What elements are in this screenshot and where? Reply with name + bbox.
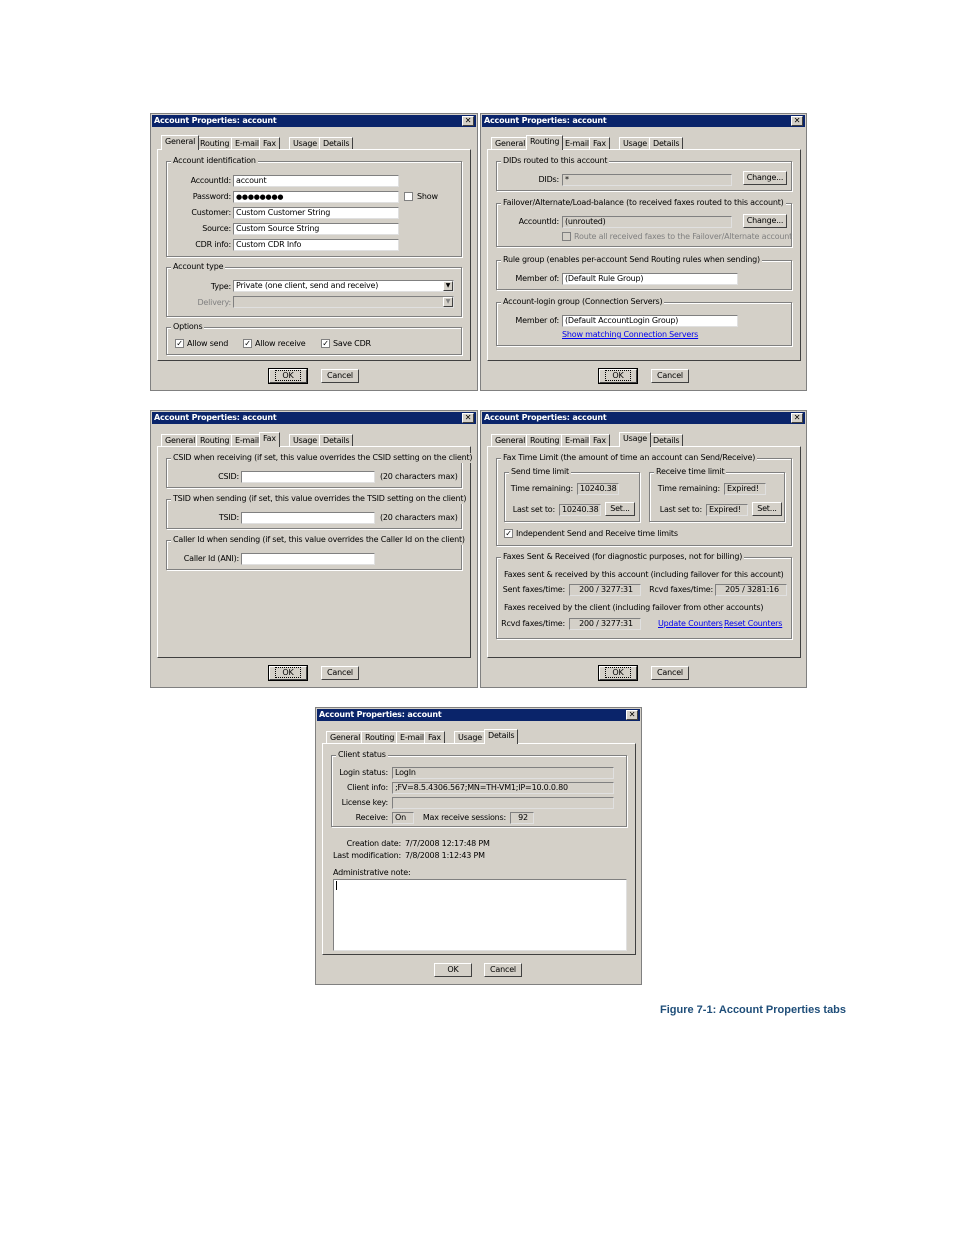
tab-usage[interactable]: Usage	[289, 434, 321, 447]
failover-accountid-label: AccountId:	[518, 217, 559, 226]
tab-general[interactable]: General	[326, 731, 364, 744]
creation-date-label: Creation date:	[346, 839, 401, 848]
license-key-label: License key:	[341, 798, 388, 807]
tab-panel	[157, 149, 471, 361]
rule-member-input[interactable]: (Default Rule Group)	[562, 273, 738, 285]
dialog-title: Account Properties: account	[154, 413, 277, 422]
title-bar	[482, 115, 805, 127]
group-label: Send time limit	[511, 467, 569, 476]
tab-fax[interactable]: Fax	[259, 137, 280, 150]
type-label: Type:	[210, 282, 231, 291]
allow-send-label: Allow send	[187, 339, 229, 348]
cancel-button[interactable]: Cancel	[651, 369, 689, 383]
tab-general[interactable]: General	[161, 135, 199, 150]
group-label: Failover/Alternate/Load-balance (to received faxes routed to this account)	[503, 198, 784, 207]
tab-panel	[157, 446, 471, 658]
tab-general[interactable]: General	[161, 434, 199, 447]
csid-label: CSID:	[218, 472, 239, 481]
dialog-title: Account Properties: account	[484, 413, 607, 422]
figure-caption: Figure 7-1: Account Properties tabs	[660, 1004, 847, 1016]
show-password-checkbox[interactable]	[404, 192, 413, 201]
cancel-button[interactable]: Cancel	[321, 369, 359, 383]
allow-send-checkbox[interactable]: ✓	[176, 339, 183, 348]
tab-details[interactable]: Details	[484, 729, 518, 744]
csid-input[interactable]	[241, 471, 375, 483]
tsid-hint: (20 characters max)	[380, 513, 458, 522]
dids-label: DIDs:	[538, 175, 559, 184]
group-csid	[166, 453, 473, 488]
tab-fax[interactable]: Fax	[424, 731, 445, 744]
source-label: Source:	[202, 224, 231, 233]
route-all-label: Route all received faxes to the Failover/Alternate account	[574, 232, 793, 241]
cdr-info-label: CDR info:	[195, 240, 231, 249]
admin-note-label: Administrative note:	[333, 868, 411, 877]
ok-label: OK	[605, 667, 630, 678]
last-modification-label: Last modification:	[333, 851, 401, 860]
login-status-value: LogIn	[392, 767, 614, 779]
ok-button[interactable]	[269, 666, 307, 680]
recv-last-set-label: Last set to:	[659, 505, 702, 514]
tab-usage[interactable]: Usage	[619, 137, 651, 150]
client-info-value: ;FV=8.5.4306.567;MN=TH-VM1;IP=10.0.0.80	[392, 782, 614, 794]
group-label: Options	[173, 322, 203, 331]
password-input[interactable]: ●●●●●●●●	[233, 191, 399, 203]
max-sessions-label: Max receive sessions:	[422, 813, 506, 822]
caller-id-label: Caller Id (ANI):	[183, 554, 239, 563]
by-account-text: Faxes sent & received by this account (including failover for this account)	[504, 570, 784, 579]
dialog-title: Account Properties: account	[154, 116, 277, 125]
group-fax-time-limit	[496, 453, 792, 546]
title-bar	[317, 709, 640, 721]
ok-button[interactable]	[599, 666, 637, 680]
allow-receive-label: Allow receive	[255, 339, 306, 348]
save-cdr-checkbox[interactable]: ✓	[322, 339, 329, 348]
title-bar	[152, 412, 476, 424]
type-value: Private (one client, send and receive)	[236, 281, 379, 290]
cancel-button[interactable]: Cancel	[651, 666, 689, 680]
failover-accountid-value: (unrouted)	[562, 216, 732, 228]
cdr-info-input[interactable]: Custom CDR Info	[233, 239, 399, 251]
cancel-button[interactable]: Cancel	[321, 666, 359, 680]
tab-email[interactable]: E-mail	[561, 137, 593, 150]
tab-email[interactable]: E-mail	[561, 434, 593, 447]
group-label: Account-login group (Connection Servers)	[503, 297, 663, 306]
group-client-status	[331, 750, 627, 827]
send-time-remaining-value: 10240.38	[577, 483, 619, 495]
send-time-remaining-label: Time remaining:	[510, 484, 573, 493]
show-password-label: Show	[417, 192, 438, 201]
chevron-down-icon[interactable]: ▼	[443, 281, 453, 291]
ok-label: OK	[275, 667, 300, 678]
save-cdr-label: Save CDR	[333, 339, 371, 348]
customer-label: Customer:	[191, 208, 231, 217]
by-client-text: Faxes received by the client (including failover from other accounts)	[504, 603, 764, 612]
tab-details[interactable]: Details	[649, 434, 683, 447]
group-send-time-limit	[504, 467, 640, 522]
client-info-label: Client info:	[346, 783, 388, 792]
group-label: DIDs routed to this account	[503, 156, 608, 165]
route-all-checkbox	[562, 232, 571, 241]
ok-button[interactable]	[269, 369, 307, 383]
tab-details[interactable]: Details	[319, 434, 353, 447]
sent-faxes-value: 200 / 3277:31	[569, 584, 641, 596]
tab-panel	[322, 743, 636, 955]
tab-email[interactable]: E-mail	[231, 137, 263, 150]
accountid-label: AccountId:	[190, 176, 231, 185]
tsid-input[interactable]	[241, 512, 375, 524]
close-icon[interactable]: ✕	[462, 413, 474, 423]
tab-panel	[487, 446, 801, 658]
title-bar	[482, 412, 805, 424]
receive-value: On	[392, 812, 414, 824]
group-failover	[496, 198, 793, 247]
sent-faxes-label: Sent faxes/time:	[502, 585, 565, 594]
send-last-set-label: Last set to:	[512, 505, 555, 514]
type-select[interactable]	[233, 280, 454, 292]
close-icon[interactable]: ✕	[626, 710, 638, 720]
tab-usage[interactable]: Usage	[619, 432, 651, 447]
tab-fax[interactable]: Fax	[259, 432, 280, 447]
login-member-input[interactable]: (Default AccountLogin Group)	[562, 315, 738, 327]
ok-label: OK	[275, 370, 300, 381]
dialog-routing	[480, 113, 807, 391]
group-receive-time-limit	[649, 467, 785, 522]
independent-label: Independent Send and Receive time limits	[516, 529, 678, 538]
dialog-title: Account Properties: account	[319, 710, 442, 719]
ok-button[interactable]: OK	[434, 963, 472, 977]
last-modification-value: 7/8/2008 1:12:43 PM	[405, 851, 485, 860]
group-account-login	[496, 297, 792, 346]
group-label: Account identification	[173, 156, 256, 165]
show-matching-link[interactable]: Show matching Connection Servers	[562, 330, 699, 339]
tab-routing[interactable]: Routing	[361, 731, 398, 744]
tab-general[interactable]: General	[491, 434, 529, 447]
tab-general[interactable]: General	[491, 137, 529, 150]
tab-panel	[487, 149, 801, 361]
delivery-label: Delivery:	[197, 298, 231, 307]
send-last-set-value: 10240.38	[559, 504, 601, 516]
recv-set-button[interactable]: Set...	[752, 502, 782, 516]
caller-id-input[interactable]	[241, 553, 375, 565]
group-label: TSID when sending (if set, this value overrides the TSID setting on the client)	[173, 494, 467, 503]
dialog-fax	[150, 410, 478, 688]
group-dids	[496, 156, 792, 191]
group-options	[166, 322, 462, 355]
customer-input[interactable]: Custom Customer String	[233, 207, 399, 219]
group-label: CSID when receiving (if set, this value overrides the CSID setting on the client)	[173, 453, 473, 462]
rule-member-label: Member of:	[515, 274, 559, 283]
tab-routing[interactable]: Routing	[196, 434, 233, 447]
tab-usage[interactable]: Usage	[289, 137, 321, 150]
send-set-button[interactable]: Set...	[605, 502, 635, 516]
delivery-select	[233, 296, 454, 308]
admin-note-textarea[interactable]	[333, 879, 627, 951]
source-input[interactable]: Custom Source String	[233, 223, 399, 235]
group-label: Faxes Sent & Received (for diagnostic purposes, not for billing)	[503, 552, 743, 561]
client-rcvd-faxes-value: 200 / 3277:31	[569, 618, 641, 630]
tab-usage[interactable]: Usage	[454, 731, 486, 744]
group-account-identification	[166, 156, 462, 257]
tab-routing[interactable]: Routing	[526, 135, 563, 150]
title-bar	[152, 115, 476, 127]
csid-hint: (20 characters max)	[380, 472, 458, 481]
cancel-button[interactable]: Cancel	[484, 963, 522, 977]
text-cursor	[336, 881, 337, 890]
group-faxes-sent-received	[496, 552, 792, 639]
creation-date-value: 7/7/2008 12:17:48 PM	[405, 839, 490, 848]
group-rule	[496, 255, 792, 290]
login-member-label: Member of:	[515, 316, 559, 325]
dialog-usage	[480, 410, 807, 688]
close-icon[interactable]: ✕	[462, 116, 474, 126]
group-account-type	[166, 262, 462, 317]
group-caller-id	[166, 535, 465, 570]
independent-checkbox[interactable]: ✓	[505, 529, 512, 538]
accountid-input[interactable]: account	[233, 175, 399, 187]
update-counters-link[interactable]: Update Counters	[658, 619, 723, 628]
client-rcvd-faxes-label: Rcvd faxes/time:	[501, 619, 565, 628]
tab-email[interactable]: E-mail	[396, 731, 428, 744]
close-icon[interactable]: ✕	[791, 116, 803, 126]
ok-label: OK	[605, 370, 630, 381]
dids-value: *	[562, 174, 732, 186]
group-label: Caller Id when sending (if set, this value overrides the Caller Id on the client)	[173, 535, 465, 544]
dialog-title: Account Properties: account	[484, 116, 607, 125]
group-tsid	[166, 494, 467, 529]
login-status-label: Login status:	[339, 768, 388, 777]
ok-button[interactable]	[599, 369, 637, 383]
failover-change-button[interactable]: Change...	[743, 214, 787, 228]
recv-last-set-value: Expired!	[706, 504, 748, 516]
tab-details[interactable]: Details	[649, 137, 683, 150]
tab-details[interactable]: Details	[319, 137, 353, 150]
group-label: Receive time limit	[656, 467, 725, 476]
chevron-down-icon: ▼	[443, 297, 453, 307]
group-label: Rule group (enables per-account Send Routing rules when sending)	[503, 255, 760, 264]
dialog-details	[315, 707, 642, 985]
license-key-value	[392, 797, 614, 809]
rcvd-faxes-label: Rcvd faxes/time:	[649, 585, 713, 594]
recv-time-remaining-value: Expired!	[724, 483, 766, 495]
tab-fax[interactable]: Fax	[589, 434, 610, 447]
tab-fax[interactable]: Fax	[589, 137, 610, 150]
tab-email[interactable]: E-mail	[231, 434, 263, 447]
allow-receive-checkbox[interactable]: ✓	[244, 339, 251, 348]
tab-routing[interactable]: Routing	[196, 137, 233, 150]
rcvd-faxes-value: 205 / 3281:16	[715, 584, 787, 596]
dialog-general	[150, 113, 478, 391]
group-label: Account type	[173, 262, 224, 271]
max-sessions-value: 92	[510, 812, 534, 824]
tab-routing[interactable]: Routing	[526, 434, 563, 447]
tsid-label: TSID:	[218, 513, 239, 522]
close-icon[interactable]: ✕	[791, 413, 803, 423]
group-label: Fax Time Limit (the amount of time an account can Send/Receive)	[503, 453, 756, 462]
password-label: Password:	[192, 192, 231, 201]
receive-label: Receive:	[355, 813, 388, 822]
reset-counters-link[interactable]: Reset Counters	[724, 619, 783, 628]
recv-time-remaining-label: Time remaining:	[657, 484, 720, 493]
dids-change-button[interactable]: Change...	[743, 171, 787, 185]
group-label: Client status	[338, 750, 386, 759]
